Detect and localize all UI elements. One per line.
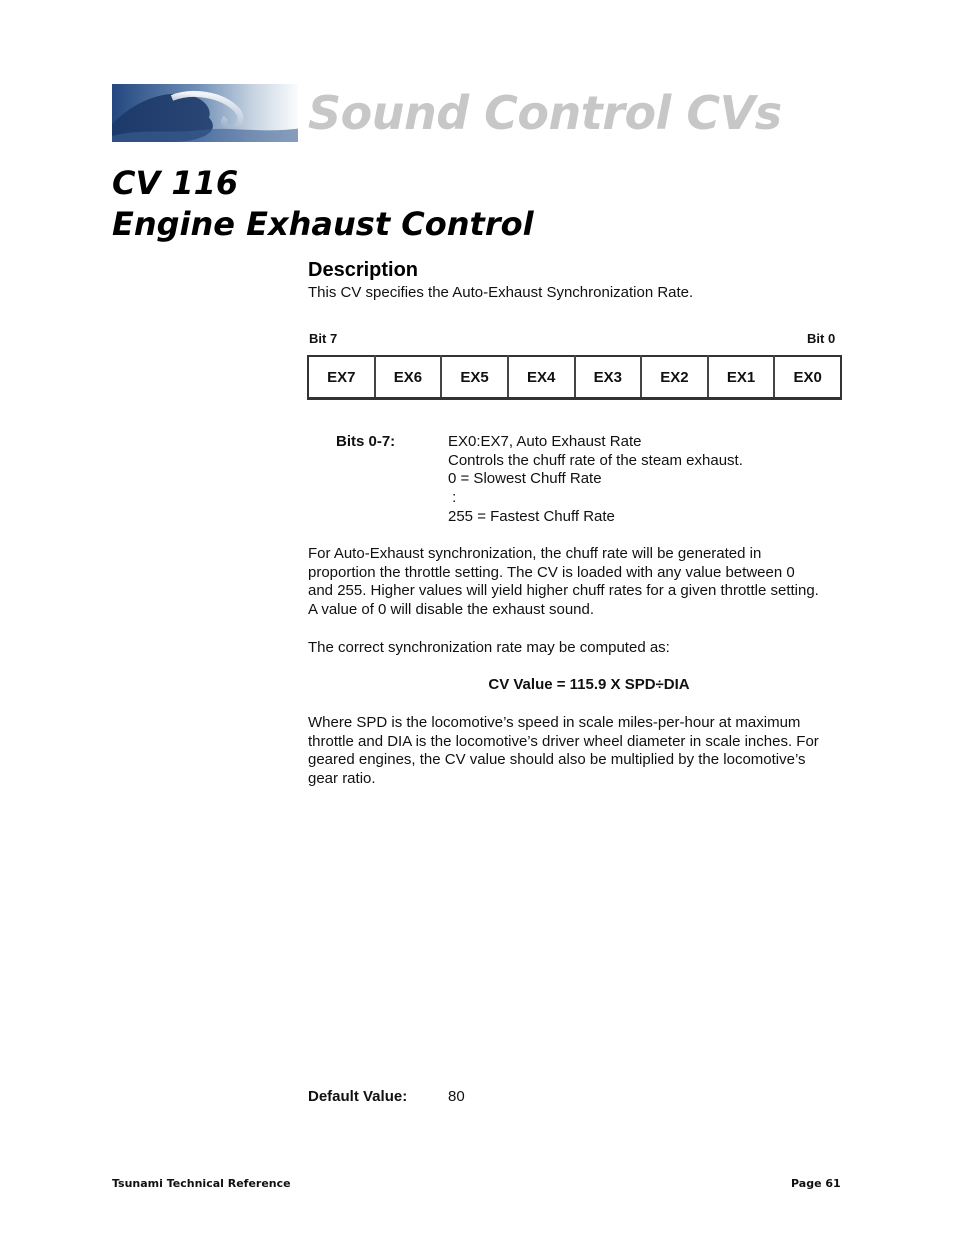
bit-cell-ex4: EX4	[508, 356, 575, 399]
default-value: 80	[448, 1088, 465, 1105]
cv-name: Engine Exhaust Control	[112, 205, 534, 243]
bits-line: Controls the chuff rate of the steam exhaust.	[448, 451, 743, 469]
paragraph-line: proportion the throttle setting. The CV is loaded with any value between 0	[308, 563, 795, 581]
bits-label: Bits 0-7:	[336, 433, 396, 450]
paragraph-3	[308, 714, 819, 789]
bits-line: EX0:EX7, Auto Exhaust Rate	[448, 433, 642, 450]
default-value-label: Default Value:	[308, 1088, 408, 1105]
bit0-label: Bit 0	[807, 331, 836, 346]
paragraph-line: A value of 0 will disable the exhaust sound.	[308, 601, 595, 619]
bit-cell-ex1: EX1	[708, 356, 775, 399]
bit-table	[307, 355, 842, 400]
paragraph-line: and 255. Higher values will yield higher chuff rates for a given throttle setting.	[308, 582, 819, 600]
description-text: This CV specifies the Auto-Exhaust Synchronization Rate.	[308, 284, 694, 301]
paragraph-1	[308, 545, 819, 620]
paragraph-2: The correct synchronization rate may be computed as:	[308, 639, 670, 656]
bits-line: :	[448, 489, 457, 507]
formula: CV Value = 115.9 X SPD÷DIA	[488, 676, 690, 693]
bit-cell-ex5: EX5	[441, 356, 508, 399]
bit-cell-ex3: EX3	[575, 356, 642, 399]
footer-title: Tsunami Technical Reference	[112, 1177, 291, 1190]
bit-cell-ex0: EX0	[793, 368, 822, 386]
description-heading: Description	[308, 259, 419, 281]
bit7-label: Bit 7	[309, 331, 338, 346]
bit-cell-ex7: EX7	[308, 356, 375, 399]
paragraph-line: throttle and DIA is the locomotive’s driver wheel diameter in scale inches. For	[308, 732, 819, 750]
page-number: Page 61	[791, 1177, 841, 1190]
paragraph-line: geared engines, the CV value should also be multiplied by the locomotive’s	[308, 751, 806, 769]
cv-title	[112, 163, 534, 245]
bits-line: 255 = Fastest Chuff Rate	[448, 507, 615, 525]
bits-definition	[448, 433, 743, 527]
cv-number: CV 116	[112, 164, 239, 202]
bit-table-row	[308, 356, 841, 399]
paragraph-line: Where SPD is the locomotive’s speed in scale miles-per-hour at maximum	[308, 714, 801, 731]
paragraph-line: For Auto-Exhaust synchronization, the chuff rate will be generated in	[308, 545, 762, 562]
wave-logo-icon	[112, 84, 302, 142]
header-title: Sound Control CVs	[308, 86, 782, 140]
bits-line: 0 = Slowest Chuff Rate	[448, 470, 602, 488]
bit-cell-ex2: EX2	[641, 356, 708, 399]
paragraph-line: gear ratio.	[308, 770, 376, 788]
bit-cell-ex6: EX6	[375, 356, 442, 399]
